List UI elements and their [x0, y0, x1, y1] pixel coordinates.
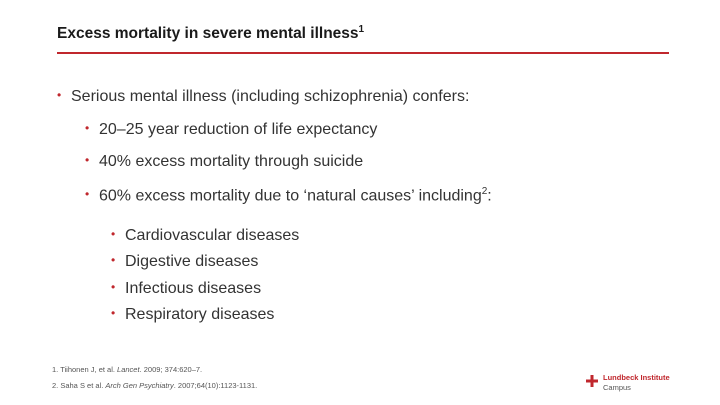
bullet-dot-icon: •	[85, 121, 90, 135]
bullet-main-text: Serious mental illness (including schizophrenia) confers:	[71, 88, 470, 105]
reference-1	[52, 365, 202, 374]
bullet-sub-2	[85, 153, 363, 171]
cause-item-text: Respiratory diseases	[125, 306, 275, 323]
reference-2-authors: 2. Saha S et al.	[52, 381, 106, 390]
cause-item	[111, 280, 261, 298]
bullet-dot-icon: •	[85, 153, 90, 167]
bullet-sub-1	[85, 121, 377, 139]
title-footnote-marker: 1	[358, 24, 365, 35]
bullet-sub-3	[85, 186, 492, 205]
bullet-sub-1-text: 20–25 year reduction of life expectancy	[99, 121, 378, 138]
reference-2	[52, 381, 257, 390]
reference-2-details: . 2007;64(10):1123-1131.	[173, 381, 258, 390]
bullet-main	[57, 88, 469, 106]
bullet-sub-2-text: 40% excess mortality through suicide	[99, 153, 364, 170]
bullet-dot-icon: •	[111, 280, 116, 294]
reference-1-authors: 1. Tiihonen J, et al.	[52, 365, 118, 374]
cause-item-text: Digestive diseases	[125, 253, 259, 270]
slide-title-text: Excess mortality in severe mental illness	[57, 25, 359, 43]
logo-line-1: Lundbeck Institute	[603, 373, 670, 382]
logo-mark-icon	[586, 375, 598, 387]
slide-title	[57, 24, 364, 43]
cause-item-text: Infectious diseases	[125, 280, 262, 297]
footnote-marker: 2	[481, 186, 488, 197]
cause-item	[111, 253, 258, 271]
reference-1-journal: Lancet	[117, 365, 140, 374]
reference-2-journal: Arch Gen Psychiatry	[105, 381, 174, 390]
bullet-sub-3-tail: :	[487, 187, 492, 205]
bullet-dot-icon: •	[57, 88, 62, 102]
bullet-dot-icon: •	[111, 253, 116, 267]
cause-item-text: Cardiovascular diseases	[125, 227, 300, 244]
reference-1-details: . 2009; 374:620–7.	[139, 365, 203, 374]
title-divider	[57, 52, 669, 54]
bullet-dot-icon: •	[111, 227, 116, 241]
bullet-sub-3-text: 60% excess mortality due to ‘natural causes’ including	[99, 187, 482, 205]
bullet-dot-icon: •	[111, 306, 116, 320]
bullet-dot-icon: •	[85, 187, 90, 202]
lundbeck-logo	[586, 373, 686, 393]
logo-line-2: Campus	[603, 383, 631, 392]
cause-item	[111, 306, 274, 324]
cause-item	[111, 227, 299, 245]
